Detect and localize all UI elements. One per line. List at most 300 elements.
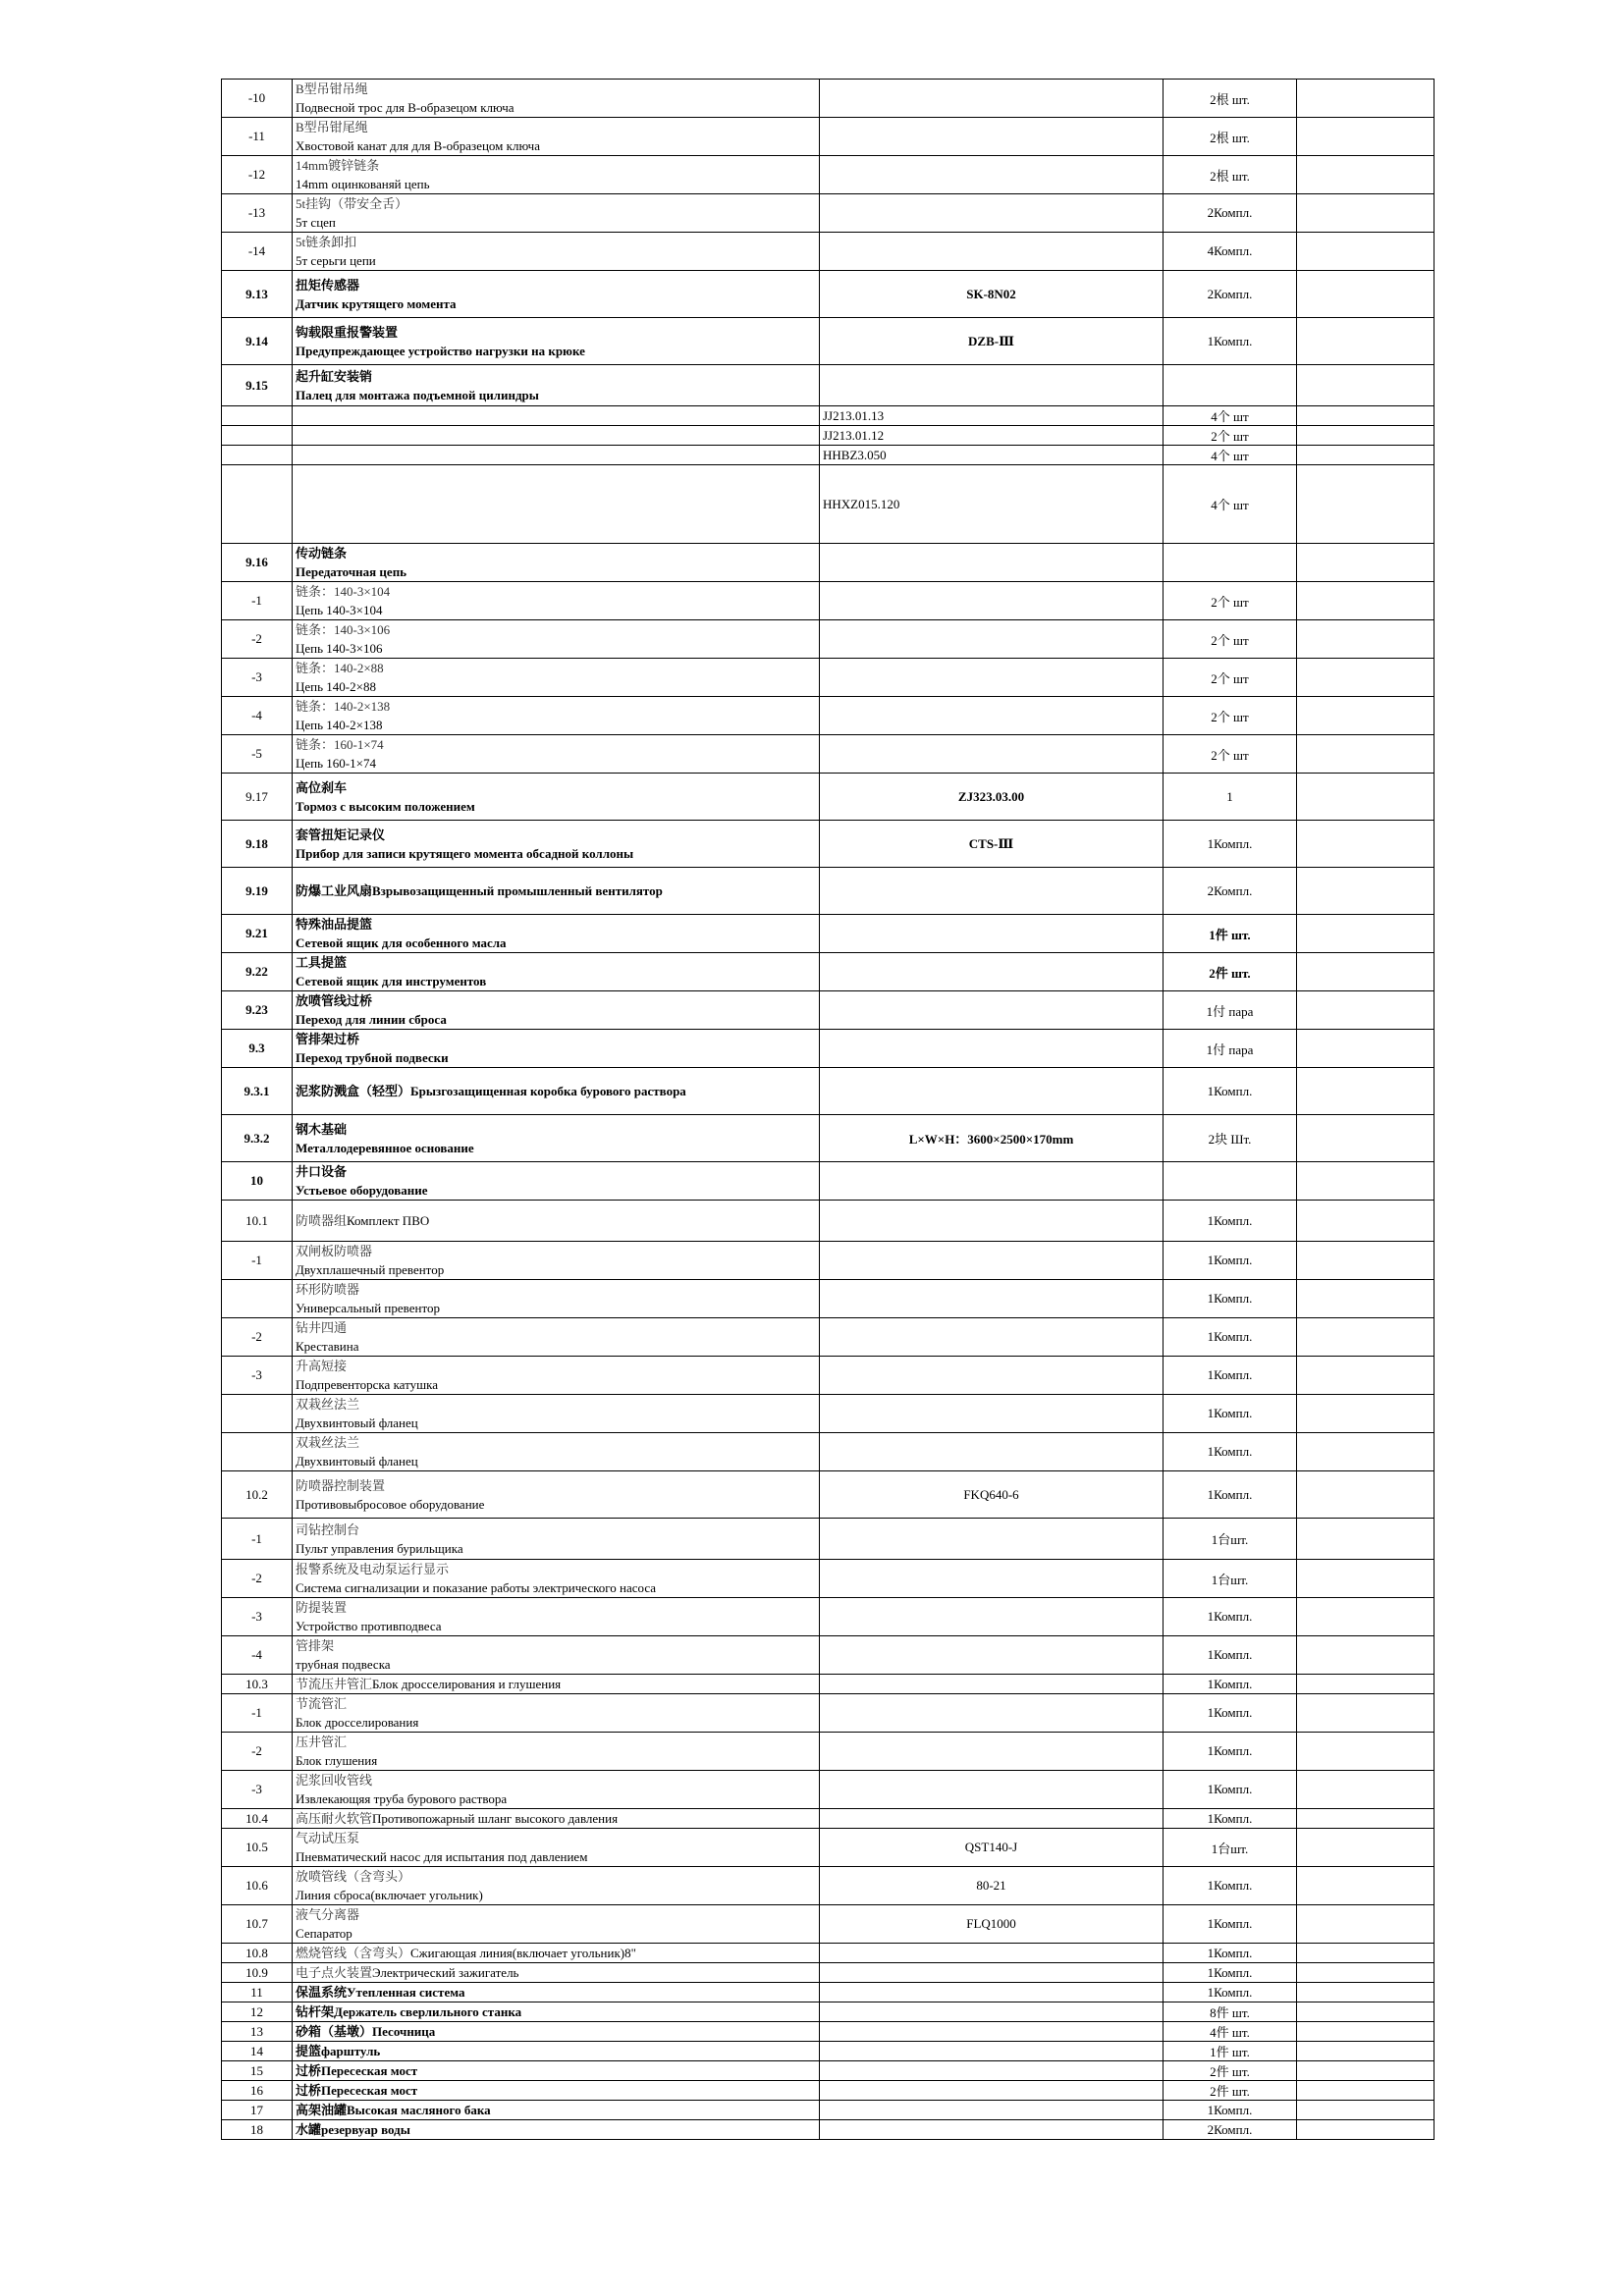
item-quantity: 1付 пара xyxy=(1164,991,1297,1030)
item-spec xyxy=(820,1280,1164,1318)
item-name-russian: Предупреждающее устройство нагрузки на крюке xyxy=(296,343,585,358)
item-name-russian: трубная подвеска xyxy=(296,1657,391,1672)
item-note xyxy=(1297,991,1435,1030)
item-name-chinese: 节流管汇 xyxy=(296,1696,348,1711)
item-spec xyxy=(820,620,1164,659)
item-name xyxy=(293,80,820,118)
item-spec xyxy=(820,2081,1164,2101)
item-spec xyxy=(820,233,1164,271)
item-spec xyxy=(820,1636,1164,1675)
item-spec: 80-21 xyxy=(820,1867,1164,1905)
item-number: 10.4 xyxy=(222,1809,293,1829)
item-note xyxy=(1297,1944,1435,1963)
item-name-russian: Передаточная цепь xyxy=(296,564,407,579)
table-row xyxy=(222,544,1435,582)
item-name xyxy=(293,1694,820,1733)
table-row xyxy=(222,1829,1435,1867)
item-note xyxy=(1297,2120,1435,2140)
item-spec xyxy=(820,697,1164,735)
item-name xyxy=(293,118,820,156)
item-quantity: 1Компл. xyxy=(1164,318,1297,365)
item-name-chinese: 泥浆回收管线 xyxy=(296,1773,373,1788)
item-name xyxy=(293,1068,820,1115)
item-number xyxy=(222,426,293,446)
table-row xyxy=(222,1280,1435,1318)
item-quantity: 1台шт. xyxy=(1164,1560,1297,1598)
table-row xyxy=(222,2042,1435,2061)
item-number xyxy=(222,465,293,544)
item-spec xyxy=(820,991,1164,1030)
item-number: 14 xyxy=(222,2042,293,2061)
item-number: -2 xyxy=(222,1733,293,1771)
item-name-chinese: 钢木基础 xyxy=(296,1121,348,1137)
item-name-chinese: 5t链条卸扣 xyxy=(296,235,357,249)
item-spec: JJ213.01.13 xyxy=(820,406,1164,426)
item-name-russian: Устьевое оборудование xyxy=(296,1183,428,1198)
item-quantity: 1Компл. xyxy=(1164,1675,1297,1694)
item-note xyxy=(1297,118,1435,156)
item-note xyxy=(1297,1201,1435,1242)
item-note xyxy=(1297,365,1435,406)
item-number: -10 xyxy=(222,80,293,118)
item-spec xyxy=(820,1694,1164,1733)
item-name xyxy=(293,2081,820,2101)
item-quantity: 4个 шт xyxy=(1164,465,1297,544)
item-name xyxy=(293,1809,820,1829)
item-name xyxy=(293,1433,820,1471)
item-name-russian: Прибор для записи крутящего момента обсадной коллоны xyxy=(296,845,634,861)
item-quantity: 1Компл. xyxy=(1164,1357,1297,1395)
item-number: 9.21 xyxy=(222,915,293,953)
item-name-chinese: 管排架 xyxy=(296,1638,335,1653)
item-quantity: 1台шт. xyxy=(1164,1829,1297,1867)
item-name-chinese: 节流压井管汇 xyxy=(296,1677,373,1691)
item-note xyxy=(1297,697,1435,735)
item-name xyxy=(293,915,820,953)
item-number: 17 xyxy=(222,2101,293,2120)
table-row xyxy=(222,271,1435,318)
table-row xyxy=(222,118,1435,156)
item-name xyxy=(293,194,820,233)
item-spec xyxy=(820,1983,1164,2002)
item-note xyxy=(1297,406,1435,426)
item-name xyxy=(293,465,820,544)
item-quantity: 2Компл. xyxy=(1164,194,1297,233)
item-spec xyxy=(820,1809,1164,1829)
item-name xyxy=(293,1162,820,1201)
table-row xyxy=(222,1201,1435,1242)
item-name-chinese: 传动链条 xyxy=(296,546,348,561)
item-number: -4 xyxy=(222,1636,293,1675)
item-name-russian: Универсальный превентор xyxy=(296,1301,440,1315)
table-row xyxy=(222,2022,1435,2042)
table-row xyxy=(222,1963,1435,1983)
item-quantity: 1付 пара xyxy=(1164,1030,1297,1068)
item-number: 10.1 xyxy=(222,1201,293,1242)
table-row xyxy=(222,1675,1435,1694)
item-number: 16 xyxy=(222,2081,293,2101)
item-number: -3 xyxy=(222,1598,293,1636)
item-spec xyxy=(820,1242,1164,1280)
item-spec xyxy=(820,80,1164,118)
item-quantity: 1Компл. xyxy=(1164,1318,1297,1357)
item-note xyxy=(1297,80,1435,118)
item-note xyxy=(1297,156,1435,194)
item-name-chinese: 链条：140-2×138 xyxy=(296,699,391,714)
item-name-chinese: 链条：140-2×88 xyxy=(296,661,384,675)
item-quantity xyxy=(1164,1162,1297,1201)
item-spec xyxy=(820,1771,1164,1809)
item-quantity: 1Компл. xyxy=(1164,1809,1297,1829)
item-name-chinese: 井口设备 xyxy=(296,1164,348,1179)
item-quantity: 1Компл. xyxy=(1164,1598,1297,1636)
table-row xyxy=(222,659,1435,697)
item-name-russian: Линия сброса(включает угольник) xyxy=(296,1888,483,1902)
item-name-chinese: 电子点火装置 xyxy=(296,1965,373,1980)
item-name-russian: Двухплашечный превентор xyxy=(296,1262,445,1277)
item-name xyxy=(293,406,820,426)
item-quantity: 2Компл. xyxy=(1164,868,1297,915)
item-name-chinese: 高架油罐 xyxy=(296,2103,348,2117)
item-number: 9.3 xyxy=(222,1030,293,1068)
table-row xyxy=(222,915,1435,953)
item-name-russian: Блок дросселирования и глушения xyxy=(372,1677,562,1691)
item-number: -2 xyxy=(222,620,293,659)
table-row xyxy=(222,1395,1435,1433)
table-row xyxy=(222,2081,1435,2101)
item-name xyxy=(293,446,820,465)
item-name-russian: фарштуль xyxy=(321,2044,381,2058)
item-name-russian: Сепаратор xyxy=(296,1926,352,1941)
item-name-chinese: 防提装置 xyxy=(296,1600,348,1615)
item-name-russian: Песочница xyxy=(372,2024,436,2039)
item-name-chinese: 钻井四通 xyxy=(296,1320,348,1335)
item-name-chinese: B型吊钳尾绳 xyxy=(296,120,368,134)
item-name-russian: Блок глушения xyxy=(296,1753,378,1768)
item-number: 9.17 xyxy=(222,774,293,821)
item-number: 9.18 xyxy=(222,821,293,868)
item-quantity: 1Компл. xyxy=(1164,2101,1297,2120)
item-name-chinese: 管排架过桥 xyxy=(296,1032,360,1046)
item-name-russian: Подвесной трос для B-образецом ключа xyxy=(296,100,514,115)
item-quantity: 2根 шт. xyxy=(1164,156,1297,194)
table-row xyxy=(222,1733,1435,1771)
item-number: 10.3 xyxy=(222,1675,293,1694)
item-number: -14 xyxy=(222,233,293,271)
item-name-russian: 5т сцеп xyxy=(296,215,336,230)
item-spec: QST140-J xyxy=(820,1829,1164,1867)
item-name-russian: Пульт управления бурильщика xyxy=(296,1540,463,1556)
item-quantity: 1Компл. xyxy=(1164,1771,1297,1809)
item-name-russian: Комплект ПВО xyxy=(347,1213,430,1228)
item-spec xyxy=(820,1357,1164,1395)
item-spec xyxy=(820,1030,1164,1068)
table-row xyxy=(222,582,1435,620)
item-number: 9.3.2 xyxy=(222,1115,293,1162)
item-note xyxy=(1297,1357,1435,1395)
item-number: 9.15 xyxy=(222,365,293,406)
item-spec xyxy=(820,1395,1164,1433)
item-spec xyxy=(820,2042,1164,2061)
item-name xyxy=(293,2002,820,2022)
item-note xyxy=(1297,1242,1435,1280)
item-spec xyxy=(820,2120,1164,2140)
item-note xyxy=(1297,1068,1435,1115)
item-name xyxy=(293,821,820,868)
item-name-russian: Высокая масляного бака xyxy=(347,2103,491,2117)
item-note xyxy=(1297,271,1435,318)
table-row xyxy=(222,1771,1435,1809)
item-quantity: 1Компл. xyxy=(1164,1471,1297,1519)
item-note xyxy=(1297,1280,1435,1318)
item-number: -3 xyxy=(222,1357,293,1395)
item-name-russian: Креставина xyxy=(296,1339,359,1354)
item-name-russian: Цепь 160-1×74 xyxy=(296,756,376,771)
item-name-chinese: 气动试压泵 xyxy=(296,1831,360,1845)
item-name-russian: Цепь 140-2×138 xyxy=(296,718,383,732)
table-row xyxy=(222,194,1435,233)
item-spec xyxy=(820,2022,1164,2042)
item-name-russian: Двухвинтовый фланец xyxy=(296,1415,418,1430)
item-spec: FLQ1000 xyxy=(820,1905,1164,1944)
item-note xyxy=(1297,1675,1435,1694)
item-name xyxy=(293,1733,820,1771)
item-note xyxy=(1297,544,1435,582)
table-row xyxy=(222,365,1435,406)
item-name-chinese: 放喷管线过桥 xyxy=(296,993,373,1008)
item-name-russian: Хвостовой канат для для B-образецом ключа xyxy=(296,138,540,153)
item-name-chinese: 套管扭矩记录仪 xyxy=(296,827,386,842)
item-name xyxy=(293,582,820,620)
item-name xyxy=(293,1598,820,1636)
item-name-chinese: 砂箱（基墩） xyxy=(296,2024,373,2039)
item-name-russian: Сетевой ящик для особенного масла xyxy=(296,935,507,950)
item-name xyxy=(293,156,820,194)
item-note xyxy=(1297,1694,1435,1733)
item-spec: DZB-Ⅲ xyxy=(820,318,1164,365)
item-number: 9.14 xyxy=(222,318,293,365)
item-number: -1 xyxy=(222,1519,293,1560)
item-number: -2 xyxy=(222,1318,293,1357)
table-row xyxy=(222,233,1435,271)
table-row xyxy=(222,406,1435,426)
item-number xyxy=(222,446,293,465)
item-quantity: 8件 шт. xyxy=(1164,2002,1297,2022)
item-number: -3 xyxy=(222,1771,293,1809)
item-quantity: 1件 шт. xyxy=(1164,915,1297,953)
item-name-russian: Металлодеревянное основание xyxy=(296,1140,474,1155)
item-name-chinese: 保温系统 xyxy=(296,1985,348,2000)
item-spec xyxy=(820,544,1164,582)
item-name-chinese: 高压耐火软管 xyxy=(296,1811,373,1826)
item-number: 9.3.1 xyxy=(222,1068,293,1115)
table-row xyxy=(222,1809,1435,1829)
item-quantity: 2根 шт. xyxy=(1164,118,1297,156)
item-spec: L×W×H：3600×2500×170mm xyxy=(820,1115,1164,1162)
item-name-russian: Двухвинтовый фланец xyxy=(296,1454,418,1468)
item-number: 10.5 xyxy=(222,1829,293,1867)
item-quantity: 2块 Шт. xyxy=(1164,1115,1297,1162)
item-number: 10.2 xyxy=(222,1471,293,1519)
item-name xyxy=(293,1030,820,1068)
item-name-russian: Переход для линии сброса xyxy=(296,1012,447,1027)
item-name xyxy=(293,868,820,915)
item-quantity: 1Компл. xyxy=(1164,1944,1297,1963)
item-number: 9.22 xyxy=(222,953,293,991)
item-quantity: 2件 шт. xyxy=(1164,953,1297,991)
item-spec xyxy=(820,659,1164,697)
item-name xyxy=(293,2042,820,2061)
item-spec: JJ213.01.12 xyxy=(820,426,1164,446)
item-quantity: 2Компл. xyxy=(1164,2120,1297,2140)
table-row xyxy=(222,953,1435,991)
table-row xyxy=(222,80,1435,118)
item-number xyxy=(222,1433,293,1471)
item-quantity: 2个 шт xyxy=(1164,735,1297,774)
item-note xyxy=(1297,1519,1435,1560)
item-name-chinese: 特殊油品提篮 xyxy=(296,917,373,932)
item-quantity: 1Компл. xyxy=(1164,821,1297,868)
item-name-chinese: 过桥 xyxy=(296,2063,322,2078)
item-spec: ZJ323.03.00 xyxy=(820,774,1164,821)
item-note xyxy=(1297,1318,1435,1357)
item-quantity: 1Компл. xyxy=(1164,1636,1297,1675)
item-name-chinese: 双栽丝法兰 xyxy=(296,1435,360,1450)
item-spec xyxy=(820,1433,1164,1471)
item-note xyxy=(1297,1733,1435,1771)
item-note xyxy=(1297,446,1435,465)
item-note xyxy=(1297,1963,1435,1983)
item-quantity: 1Компл. xyxy=(1164,1983,1297,2002)
item-quantity xyxy=(1164,544,1297,582)
item-name xyxy=(293,1471,820,1519)
item-name-chinese: 司钻控制台 xyxy=(296,1522,360,1537)
item-note xyxy=(1297,2081,1435,2101)
item-name xyxy=(293,1636,820,1675)
item-number xyxy=(222,1395,293,1433)
table-row xyxy=(222,1519,1435,1560)
item-number: 13 xyxy=(222,2022,293,2042)
item-number: -3 xyxy=(222,659,293,697)
item-name-russian: Устройство противподвеса xyxy=(296,1619,442,1633)
table-row xyxy=(222,318,1435,365)
item-name-russian: Блок дросселирования xyxy=(296,1715,419,1730)
table-row xyxy=(222,1318,1435,1357)
item-name-chinese: 液气分离器 xyxy=(296,1907,360,1922)
item-spec xyxy=(820,735,1164,774)
item-quantity: 1Компл. xyxy=(1164,1068,1297,1115)
item-name-russian: Электрический зажигатель xyxy=(372,1965,519,1980)
table-row xyxy=(222,465,1435,544)
item-name xyxy=(293,774,820,821)
item-number: -5 xyxy=(222,735,293,774)
item-note xyxy=(1297,2022,1435,2042)
item-note xyxy=(1297,1829,1435,1867)
item-name-russian: 14mm оцинкованяй цепь xyxy=(296,177,430,191)
item-note xyxy=(1297,1809,1435,1829)
item-spec xyxy=(820,1560,1164,1598)
item-name-chinese: 扭矩传感器 xyxy=(296,277,360,293)
item-note xyxy=(1297,318,1435,365)
item-name-russian: Сжигающая линия(включает угольник)8" xyxy=(410,1946,636,1960)
item-number xyxy=(222,406,293,426)
item-quantity: 1 xyxy=(1164,774,1297,821)
item-name xyxy=(293,1829,820,1867)
item-spec xyxy=(820,2002,1164,2022)
item-quantity: 1Компл. xyxy=(1164,1433,1297,1471)
item-name xyxy=(293,1983,820,2002)
item-note xyxy=(1297,582,1435,620)
item-note xyxy=(1297,1433,1435,1471)
item-name xyxy=(293,697,820,735)
item-name-russian: Пневматический насос для испытания под давлением xyxy=(296,1849,588,1864)
item-name xyxy=(293,953,820,991)
table-row xyxy=(222,1433,1435,1471)
item-quantity: 1Компл. xyxy=(1164,1733,1297,1771)
item-note xyxy=(1297,821,1435,868)
table-row xyxy=(222,2061,1435,2081)
item-name-chinese: 升高短接 xyxy=(296,1359,348,1373)
item-number: -11 xyxy=(222,118,293,156)
table-row xyxy=(222,1905,1435,1944)
item-name xyxy=(293,1115,820,1162)
item-number: 10.7 xyxy=(222,1905,293,1944)
item-spec xyxy=(820,1733,1164,1771)
item-note xyxy=(1297,1771,1435,1809)
table-row xyxy=(222,868,1435,915)
item-name xyxy=(293,1395,820,1433)
item-spec xyxy=(820,1598,1164,1636)
table-row xyxy=(222,735,1435,774)
item-name-chinese: 双闸板防喷器 xyxy=(296,1244,373,1258)
equipment-table-body xyxy=(222,80,1435,2140)
item-name-chinese: 环形防喷器 xyxy=(296,1282,360,1297)
table-row xyxy=(222,446,1435,465)
item-quantity: 2件 шт. xyxy=(1164,2081,1297,2101)
item-note xyxy=(1297,2101,1435,2120)
item-quantity: 4Компл. xyxy=(1164,233,1297,271)
item-quantity: 1Компл. xyxy=(1164,1242,1297,1280)
table-row xyxy=(222,1694,1435,1733)
item-quantity: 1Компл. xyxy=(1164,1395,1297,1433)
item-name xyxy=(293,233,820,271)
item-number: 18 xyxy=(222,2120,293,2140)
item-name-russian: Утепленная система xyxy=(347,1985,465,2000)
table-row xyxy=(222,821,1435,868)
item-quantity: 2件 шт. xyxy=(1164,2061,1297,2081)
table-row xyxy=(222,1115,1435,1162)
item-note xyxy=(1297,1905,1435,1944)
item-name-chinese: 防喷器控制装置 xyxy=(296,1477,386,1493)
item-name-chinese: 放喷管线（含弯头） xyxy=(296,1869,411,1884)
item-spec xyxy=(820,1162,1164,1201)
item-number xyxy=(222,1280,293,1318)
item-name-chinese: 高位刹车 xyxy=(296,779,348,795)
item-name-chinese: 起升缸安装销 xyxy=(296,368,373,384)
item-name xyxy=(293,1771,820,1809)
item-name-chinese: 防爆工业风扇 xyxy=(296,883,373,898)
item-number: 12 xyxy=(222,2002,293,2022)
item-note xyxy=(1297,1030,1435,1068)
item-name xyxy=(293,1318,820,1357)
item-name xyxy=(293,1519,820,1560)
item-spec xyxy=(820,915,1164,953)
table-row xyxy=(222,2101,1435,2120)
item-name-russian: Взрывозащищенный промышленный вентилятор xyxy=(372,883,663,898)
item-name xyxy=(293,1675,820,1694)
item-spec xyxy=(820,118,1164,156)
item-number: 9.23 xyxy=(222,991,293,1030)
